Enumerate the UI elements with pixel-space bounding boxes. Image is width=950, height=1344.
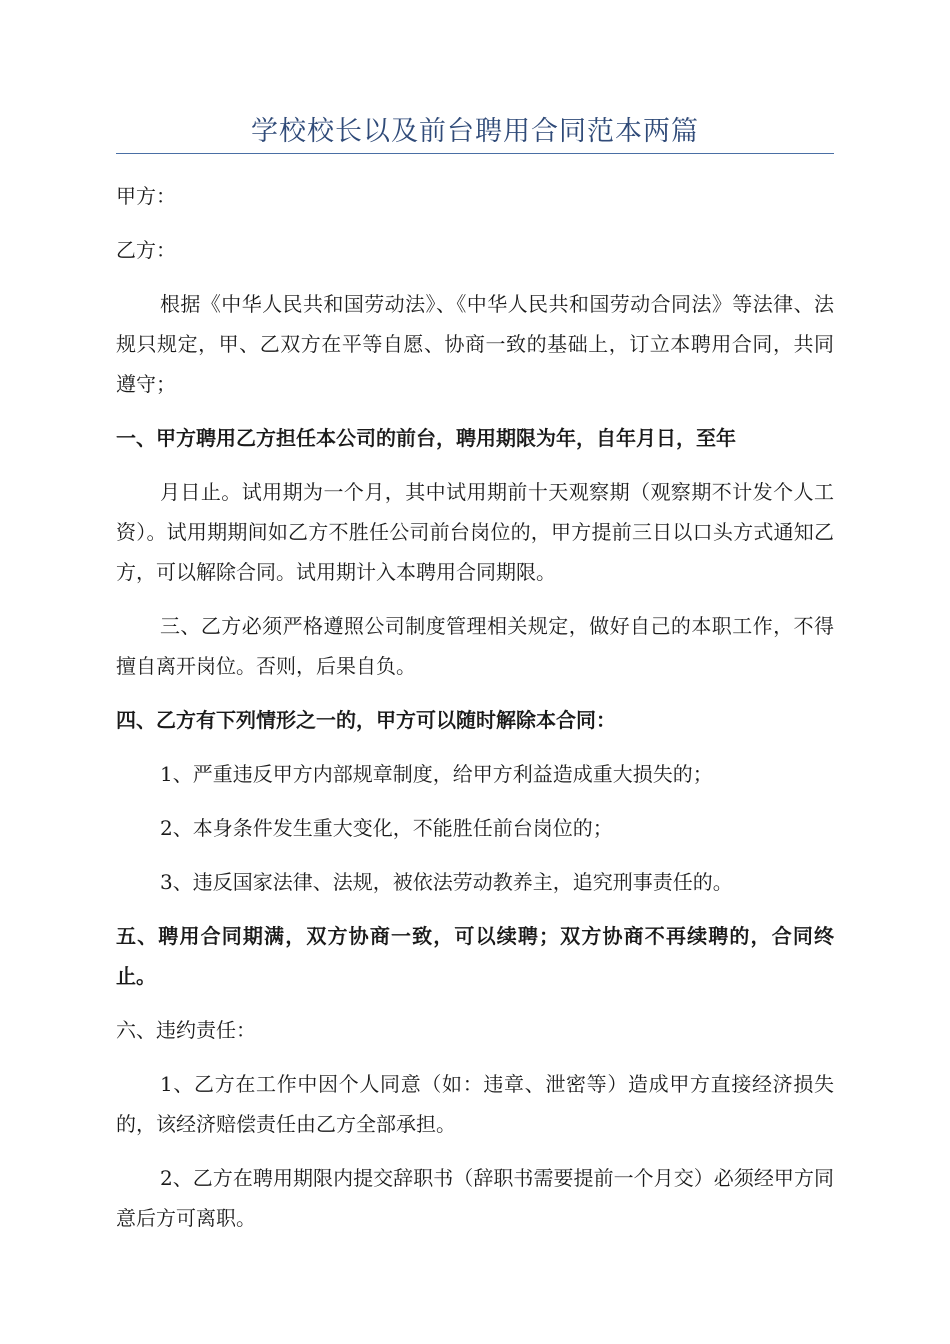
- clause-4-item: 3、违反国家法律、法规，被依法劳动教养主，追究刑事责任的。: [160, 870, 733, 894]
- intro-paragraph: 根据《中华人民共和国劳动法》、《中华人民共和国劳动合同法》等法律、法规只规定，甲、乙双方在平等自愿、协商一致的基础上，订立本聘用合同，共同遵守；: [116, 292, 834, 396]
- clause-1-heading: 一、甲方聘用乙方担任本公司的前台，聘用期限为年，自年月日，至年: [116, 426, 736, 450]
- clause-3-paragraph: 三、乙方必须严格遵照公司制度管理相关规定，做好自己的本职工作，不得擅自离开岗位。否则，后果自负。: [116, 614, 834, 678]
- party-b-label: 乙方：: [116, 238, 176, 262]
- clause-6-item: 1、乙方在工作中因个人同意（如：违章、泄密等）造成甲方直接经济损失的，该经济赔偿责任由乙方全部承担。: [116, 1072, 834, 1136]
- clause-4-heading: 四、乙方有下列情形之一的，甲方可以随时解除本合同：: [116, 708, 616, 732]
- clause-1-body: 月日止。试用期为一个月，其中试用期前十天观察期（观察期不计发个人工资）。试用期期间如乙方不胜任公司前台岗位的，甲方提前三日以口头方式通知乙方，可以解除合同。试用期计入本聘用合同期限。: [116, 480, 834, 584]
- document-title: 学校校长以及前台聘用合同范本两篇: [251, 116, 699, 147]
- title-divider: [116, 153, 834, 154]
- document-body: [116, 176, 834, 1252]
- clause-6-heading: 六、违约责任：: [116, 1018, 256, 1042]
- clause-4-item: 1、严重违反甲方内部规章制度，给甲方利益造成重大损失的；: [160, 762, 713, 786]
- clause-5-paragraph: 五、聘用合同期满，双方协商一致，可以续聘；双方协商不再续聘的，合同终止。: [116, 924, 834, 988]
- clause-4-item: 2、本身条件发生重大变化，不能胜任前台岗位的；: [160, 816, 613, 840]
- clause-6-item: 2、乙方在聘用期限内提交辞职书（辞职书需要提前一个月交）必须经甲方同意后方可离职。: [116, 1166, 834, 1230]
- party-a-label: 甲方：: [116, 184, 176, 208]
